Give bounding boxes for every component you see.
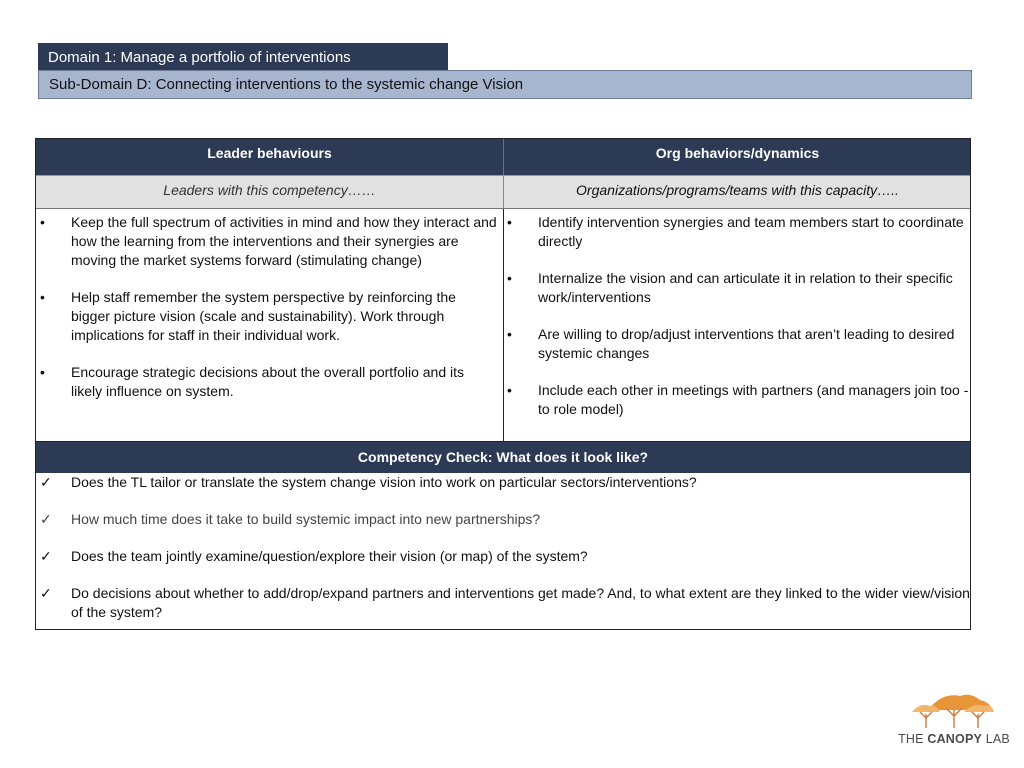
bullet-icon: • [507,270,512,286]
behaviours-body-row [36,209,970,441]
canopy-lab-logo [898,688,1010,748]
checkmark-icon: ✓ [40,511,52,527]
list-item [503,325,970,363]
domain-title: Domain 1: Manage a portfolio of interventions [38,43,448,71]
table-header-row [36,139,970,175]
check-item-text: How much time does it take to build systemic impact into new partnerships? [71,511,541,527]
competency-check-header: Competency Check: What does it look like? [36,441,970,473]
table-subheader-row [36,175,970,209]
check-item-text: Does the team jointly examine/question/explore their vision (or map) of the system? [71,548,588,564]
list-item [36,510,970,529]
list-item [36,584,970,622]
org-item-text: Include each other in meetings with partners (and managers join too - to role model) [538,382,969,417]
list-item [36,363,498,401]
canopy-trees-icon [898,688,1010,732]
bullet-icon: • [40,289,45,305]
check-item-text: Does the TL tailor or translate the system change vision into work on particular sectors/interventions? [71,474,697,490]
bullet-icon: • [507,214,512,230]
bullet-icon: • [507,382,512,398]
list-item [503,269,970,307]
list-item [36,473,970,492]
checkmark-icon: ✓ [40,548,52,564]
list-item [36,213,498,270]
org-behaviors-list [503,213,970,437]
org-item-text: Internalize the vision and can articulate it in relation to their specific work/interventions [538,270,953,305]
leader-item-text: Help staff remember the system perspective by reinforcing the bigger picture vision (scale and sustainability). Work through implications for staff in their individual work. [71,289,456,343]
list-item [503,213,970,251]
logo-text: THE CANOPY LAB [898,732,1010,746]
bullet-icon: • [40,364,45,380]
checkmark-icon: ✓ [40,585,52,601]
competency-table [35,138,971,630]
list-item [503,381,970,419]
leaders-competency-subheader: Leaders with this competency…… [163,182,376,198]
checkmark-icon: ✓ [40,474,52,490]
leader-behaviours-list [36,213,498,419]
org-item-text: Identify intervention synergies and team members start to coordinate directly [538,214,964,249]
bullet-icon: • [507,326,512,342]
competency-check-list [36,473,970,640]
org-item-text: Are willing to drop/adjust interventions that aren’t leading to desired systemic changes [538,326,955,361]
list-item [36,288,498,345]
leader-behaviours-header: Leader behaviours [207,145,332,161]
check-item-text: Do decisions about whether to add/drop/expand partners and interventions get made? And, to what extent are they linked to the wider view/vision of the system? [71,585,970,620]
list-item [36,547,970,566]
org-behaviors-header: Org behaviors/dynamics [503,139,971,175]
leader-item-text: Encourage strategic decisions about the overall portfolio and its likely influence on system. [71,364,465,399]
bullet-icon: • [40,214,45,230]
org-capacity-subheader: Organizations/programs/teams with this capacity….. [503,176,971,208]
leader-item-text: Keep the full spectrum of activities in mind and how they interact and how the learning from the interventions and their synergies are moving the market systems forward (stimulating change) [71,214,497,268]
subdomain-title: Sub-Domain D: Connecting interventions to the systemic change Vision [38,70,972,99]
